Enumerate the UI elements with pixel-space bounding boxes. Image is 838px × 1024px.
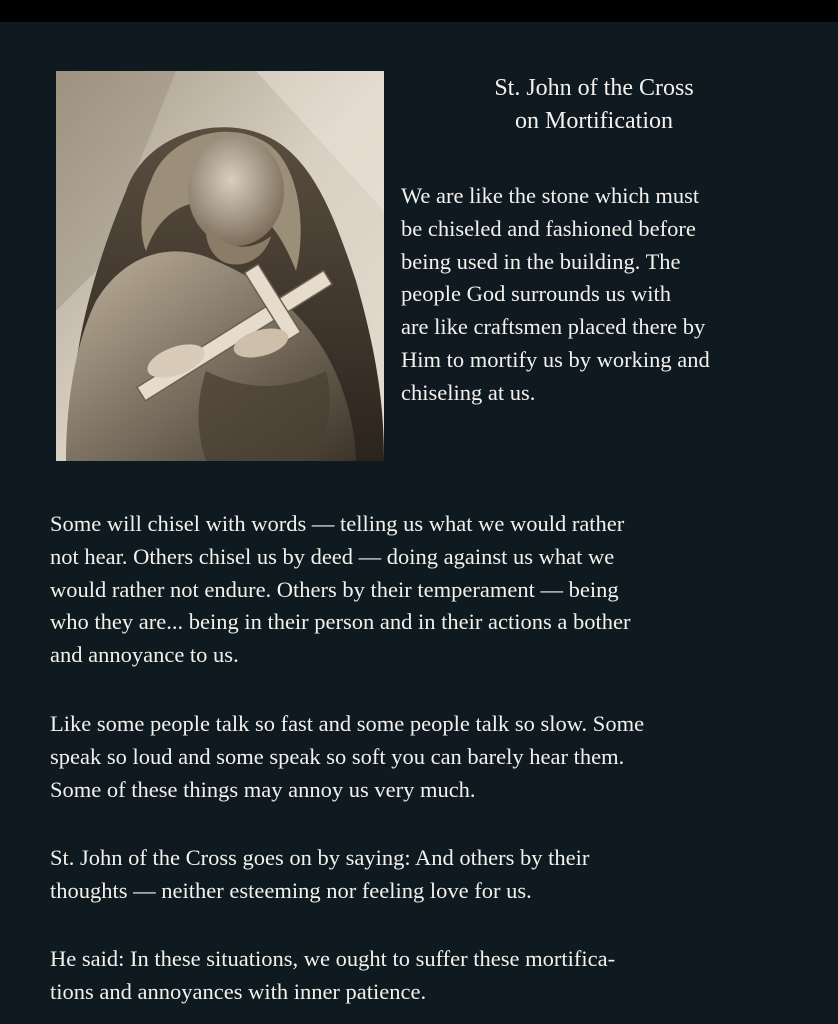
intro-line: people God surrounds us with — [401, 281, 671, 307]
paragraph-line: and annoyance to us. — [50, 642, 239, 668]
title-line-1: St. John of the Cross — [494, 75, 694, 101]
paragraph-patience — [50, 943, 820, 1009]
paragraph-line: Like some people talk so fast and some people talk so slow. Some — [50, 711, 645, 736]
paragraph-line: thoughts — neither esteeming nor feeling love for us. — [50, 877, 532, 903]
paragraph-chiseling — [50, 508, 820, 672]
portrait-image — [56, 71, 384, 461]
intro-line: being used in the building. The — [401, 248, 681, 274]
paragraph-line: would rather not endure. Others by their temperament — being — [50, 576, 619, 602]
intro-line: are like craftsmen placed there by — [401, 314, 706, 340]
paragraph-thoughts — [50, 842, 820, 908]
page-title — [396, 72, 792, 138]
paragraph-line: not hear. Others chisel us by deed — doing against us what we — [50, 543, 615, 569]
intro-paragraph — [401, 180, 801, 410]
top-bar — [0, 0, 838, 22]
paragraph-line: Some will chisel with words — telling us what we would rather — [50, 511, 625, 536]
paragraph-line: Some of these things may annoy us very much. — [50, 776, 476, 802]
intro-line: We are like the stone which must — [401, 183, 700, 208]
paragraph-line: tions and annoyances with inner patience. — [50, 978, 427, 1004]
portrait-engraving-icon — [56, 71, 384, 461]
intro-line: chiseling at us. — [401, 379, 536, 405]
paragraph-line: St. John of the Cross goes on by saying: And others by their — [50, 845, 590, 870]
title-line-2: on Mortification — [515, 108, 673, 134]
paragraph-line: speak so loud and some speak so soft you can barely hear them. — [50, 743, 625, 769]
intro-line: be chiseled and fashioned before — [401, 215, 696, 241]
intro-line: Him to mortify us by working and — [401, 346, 710, 372]
paragraph-talk — [50, 708, 820, 806]
paragraph-line: who they are... being in their person and in their actions a bother — [50, 609, 631, 635]
paragraph-line: He said: In these situations, we ought to suffer these mortifica- — [50, 946, 616, 971]
